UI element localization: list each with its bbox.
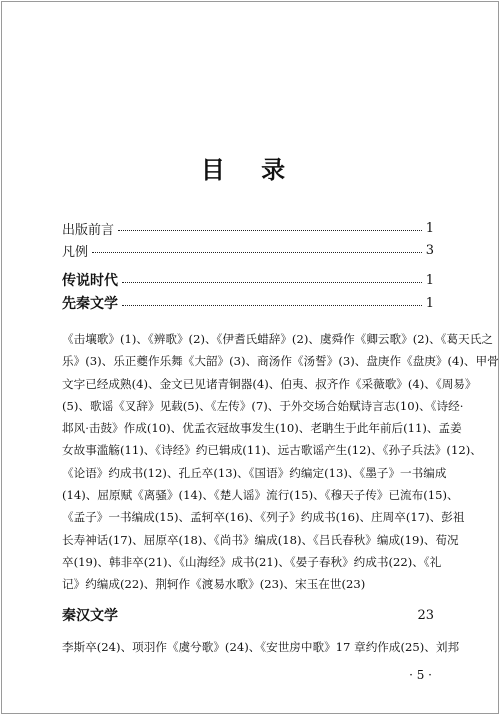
event-line: 长寿神话(17)、屈原卒(18)、《尚书》编成(18)、《吕氏春秋》编成(19)、荀况 bbox=[62, 532, 459, 547]
toc-leader-dots bbox=[118, 221, 422, 231]
toc-entry-preface[interactable] bbox=[62, 218, 434, 238]
event-line: 乐》(3)、乐正夔作乐舞《大韶》(3)、商汤作《汤誓》(3)、盘庚作《盘庚》(4)、甲骨 bbox=[62, 354, 499, 369]
toc-entry-label: 出版前言 bbox=[62, 222, 115, 238]
toc-leader-dots bbox=[122, 296, 422, 306]
event-line: (5)、歌谣《叉辞》见载(5)、《左传》(7)、于外交场合始赋诗言志(10)、《诗经· bbox=[62, 398, 464, 413]
event-line: 《击壤歌》(1)、《辨歌》(2)、《伊耆氏蜡辞》(2)、虞舜作《卿云歌》(2)、《葛天氏之 bbox=[62, 332, 493, 346]
event-line: 邶风·击鼓》作成(10)、优孟衣冠故事发生(10)、老聃生于此年前后(11)、孟姜 bbox=[62, 421, 462, 436]
toc-entry-legendary-era[interactable] bbox=[62, 270, 434, 290]
qin-han-event-list bbox=[62, 636, 460, 658]
toc-entry-qin-han[interactable] bbox=[62, 604, 434, 626]
toc-entry-pre-qin[interactable] bbox=[62, 293, 434, 313]
toc-entry-conventions[interactable] bbox=[62, 240, 434, 260]
page-title: 目 录 bbox=[200, 155, 300, 184]
event-line: 李斯卒(24)、项羽作《虞兮歌》(24)、《安世房中歌》17 章约作成(25)、刘邦 bbox=[62, 640, 460, 654]
toc-leader-dots bbox=[122, 273, 422, 283]
event-line: 记》约编成(22)、荆轲作《渡易水歌》(23)、宋玉在世(23) bbox=[62, 577, 366, 592]
event-line: 女故事滥觞(11)、《诗经》约已辑成(11)、远古歌谣产生(12)、《孙子兵法》(12)、 bbox=[62, 443, 482, 458]
event-line: 卒(19)、韩非卒(21)、《山海经》成书(21)、《晏子春秋》约成书(22)、《礼 bbox=[62, 554, 442, 569]
toc-entry-page: 1 bbox=[425, 272, 434, 288]
toc-entry-page: 3 bbox=[425, 242, 434, 258]
toc-entry-page: 23 bbox=[417, 607, 434, 623]
page-number: · 5 · bbox=[409, 668, 432, 682]
event-line: 《孟子》一书编成(15)、孟轲卒(16)、《列子》约成书(16)、庄周卒(17)、彭祖 bbox=[62, 510, 465, 525]
event-line: 文字已经成熟(4)、金文已见诸青铜器(4)、伯夷、叔齐作《采薇歌》(4)、《周易》 bbox=[62, 376, 477, 391]
event-line: 《论语》约成书(12)、孔丘卒(13)、《国语》约编定(13)、《墨子》一书编成 bbox=[62, 465, 447, 480]
pre-qin-event-list bbox=[62, 328, 499, 596]
toc-entry-label: 凡例 bbox=[62, 244, 89, 260]
toc-entry-page: 1 bbox=[425, 220, 434, 236]
toc-entry-label: 先秦文学 bbox=[62, 296, 118, 312]
toc-entry-page: 1 bbox=[425, 295, 434, 311]
toc-entry-label: 传说时代 bbox=[62, 273, 118, 289]
toc-entry-label: 秦汉文学 bbox=[62, 608, 118, 624]
toc-leader-dots bbox=[92, 243, 422, 253]
event-line: (14)、屈原赋《离骚》(14)、《楚人谣》流行(15)、《穆天子传》已流布(15)、 bbox=[62, 488, 459, 503]
